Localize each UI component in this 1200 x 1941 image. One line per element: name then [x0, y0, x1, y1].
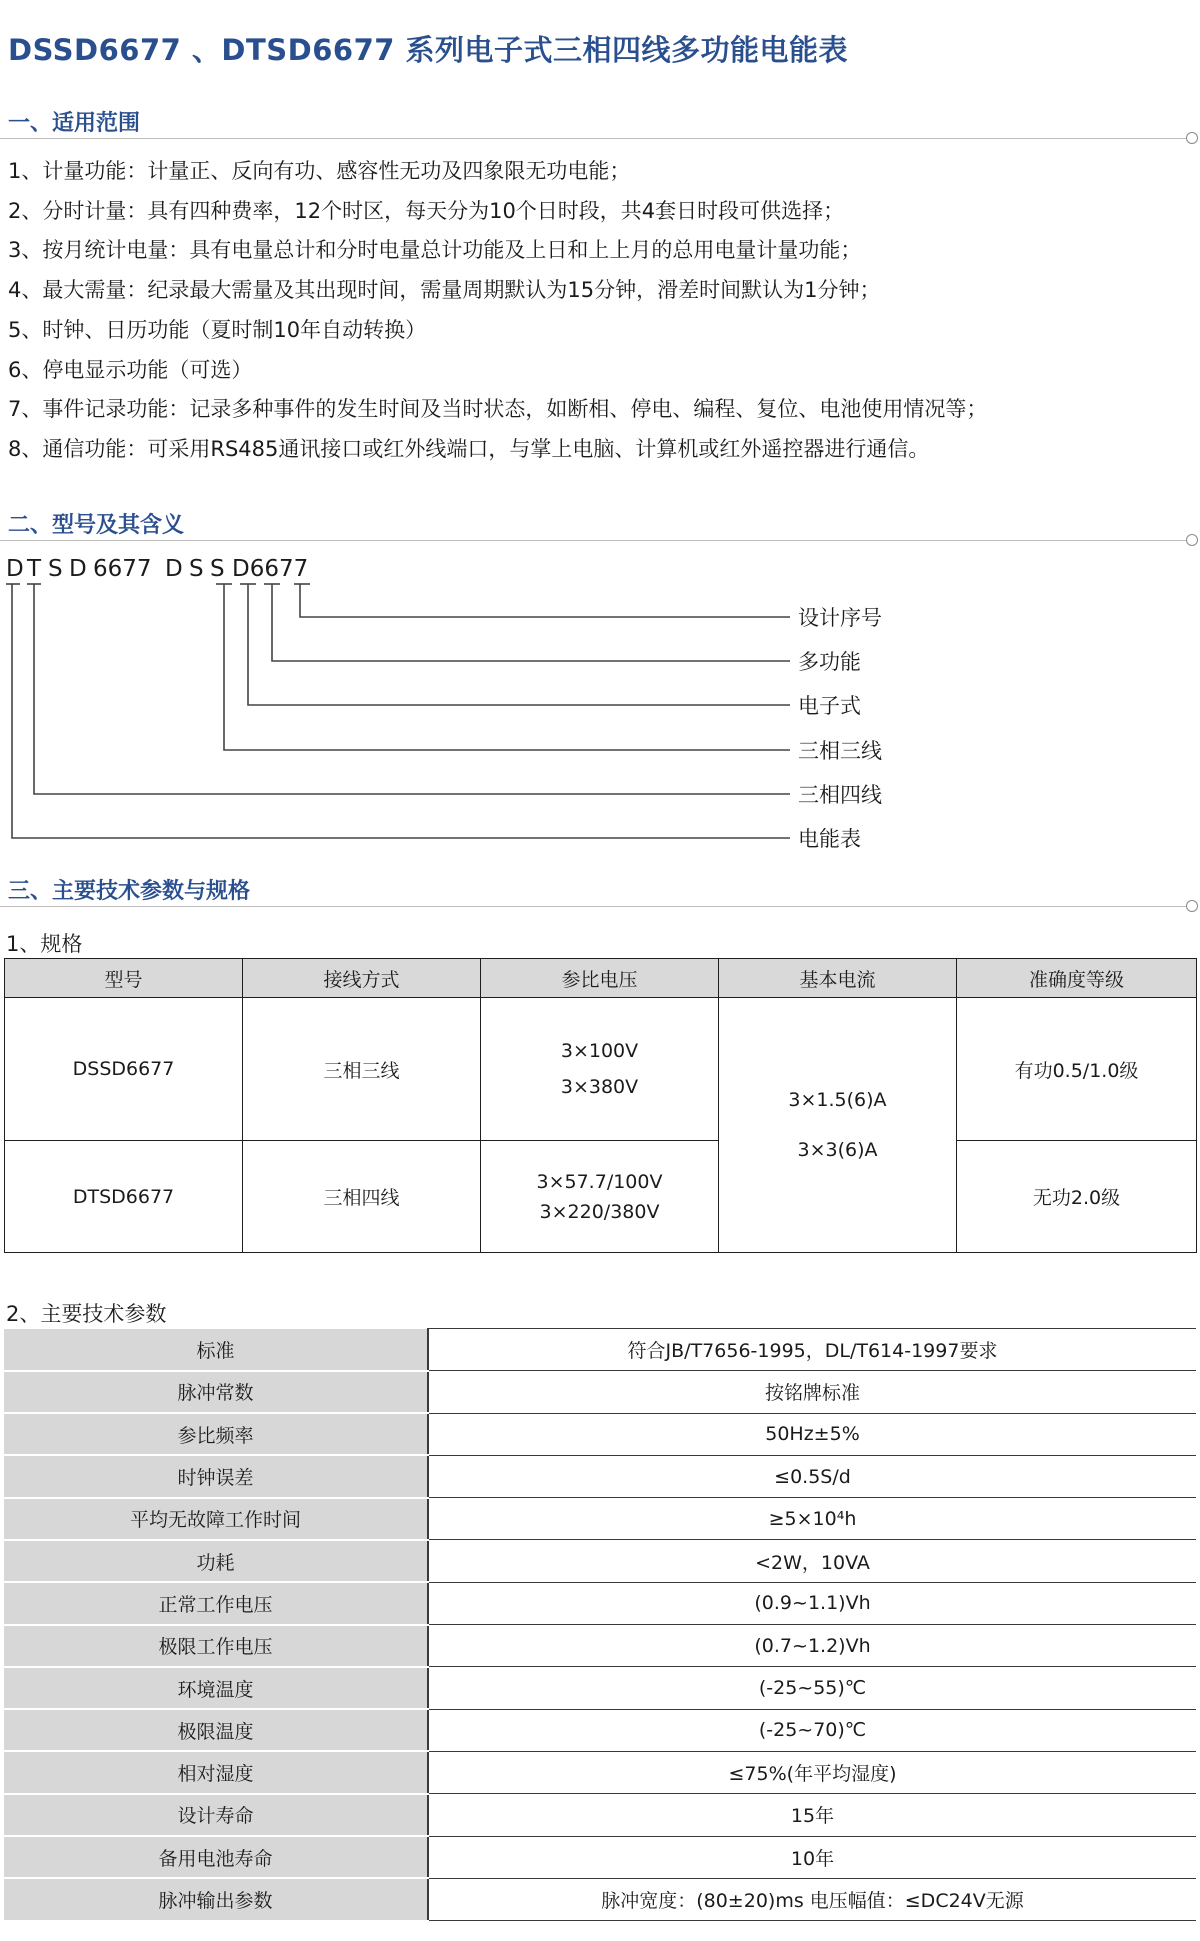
table-row [4, 1582, 1196, 1624]
params-table [4, 1328, 1196, 1922]
column-header: 准确度等级 [957, 959, 1197, 998]
table-row [4, 1413, 1196, 1455]
param-name: 备用电池寿命 [4, 1836, 428, 1878]
voltage-cell [481, 998, 719, 1141]
param-value: 按铭牌标准 [428, 1371, 1196, 1413]
list-item: 1、计量功能：计量正、反向有功、感容性无功及四象限无功电能； [8, 159, 631, 183]
param-name: 相对湿度 [4, 1751, 428, 1793]
model-char: S [48, 556, 63, 582]
scope-list [8, 152, 1188, 470]
section-divider [0, 540, 1186, 541]
params-heading: 2、主要技术参数 [6, 1302, 167, 1326]
model-cell: DSSD6677 [5, 998, 243, 1141]
list-item: 8、通信功能：可采用RS485通讯接口或红外线端口，与掌上电脑、计算机或红外遥控器进行通信。 [8, 436, 930, 461]
param-name: 标准 [4, 1329, 428, 1371]
param-name: 平均无故障工作时间 [4, 1498, 428, 1540]
meaning-label: 多功能 [798, 650, 861, 674]
param-value: ≥5×10⁴h [428, 1498, 1196, 1540]
param-value: 50Hz±5% [428, 1413, 1196, 1455]
model-char: D [6, 556, 24, 582]
list-item: 4、最大需量：纪录最大需量及其出现时间，需量周期默认为15分钟，滑差时间默认为1分钟； [8, 278, 881, 303]
param-value: (-25~70)℃ [428, 1709, 1196, 1751]
param-name: 时钟误差 [4, 1455, 428, 1497]
meaning-label: 三相三线 [798, 739, 882, 763]
param-value: (0.7~1.2)Vh [428, 1625, 1196, 1667]
param-value: 10年 [428, 1836, 1196, 1878]
section-header-model [0, 508, 1200, 542]
list-item: 7、事件记录功能：记录多种事件的发生时间及当时状态，如断相、停电、编程、复位、电池使用情况等； [8, 397, 988, 422]
param-name: 设计寿命 [4, 1794, 428, 1836]
spec-table [4, 958, 1197, 1253]
param-value: ≤0.5S/d [428, 1455, 1196, 1497]
table-row [4, 1878, 1196, 1920]
page-title: DSSD6677 、DTSD6677 系列电子式三相四线多功能电能表 [8, 33, 849, 67]
wiring-cell: 三相三线 [243, 998, 481, 1141]
model-char: D6677 [232, 556, 309, 582]
section-header-params [0, 874, 1200, 908]
table-row [4, 1498, 1196, 1540]
list-item: 3、按月统计电量：具有电量总计和分时电量总计功能及上日和上上月的总用电量计量功能； [8, 238, 862, 263]
param-name: 功耗 [4, 1540, 428, 1582]
section-title: 二、型号及其含义 [8, 513, 185, 538]
param-value: 15年 [428, 1794, 1196, 1836]
current-value: 3×1.5(6)A [788, 1089, 887, 1111]
voltage-value: 3×220/380V [539, 1200, 660, 1223]
table-header-row [5, 959, 1197, 998]
table-row [4, 1371, 1196, 1413]
meaning-label: 电能表 [798, 827, 861, 851]
column-header: 接线方式 [243, 959, 481, 998]
param-value: ≤75%(年平均湿度) [428, 1751, 1196, 1793]
list-item: 2、分时计量：具有四种费率，12个时区，每天分为10个日时段，共4套日时段可供选择； [8, 198, 845, 223]
param-value: 符合JB/T7656-1995，DL/T614-1997要求 [428, 1329, 1196, 1371]
spec-heading: 1、规格 [6, 932, 83, 956]
section-title: 三、主要技术参数与规格 [8, 879, 251, 904]
column-header: 基本电流 [719, 959, 957, 998]
wiring-cell: 三相四线 [243, 1141, 481, 1253]
list-item: 6、停电显示功能（可选） [8, 357, 253, 382]
param-name: 参比频率 [4, 1413, 428, 1455]
meaning-label: 三相四线 [798, 783, 882, 807]
model-char: D [165, 556, 183, 582]
table-row [4, 1455, 1196, 1497]
model-char: S [189, 556, 204, 582]
circle-end-icon [1186, 534, 1198, 546]
current-cell [719, 998, 957, 1253]
table-row [5, 1141, 1197, 1253]
param-name: 环境温度 [4, 1667, 428, 1709]
model-char: T [27, 556, 42, 582]
table-row [4, 1751, 1196, 1793]
table-row [5, 998, 1197, 1141]
param-name: 正常工作电压 [4, 1582, 428, 1624]
column-header: 参比电压 [481, 959, 719, 998]
table-row [4, 1625, 1196, 1667]
accuracy-cell: 无功2.0级 [957, 1141, 1197, 1253]
meaning-label: 设计序号 [798, 606, 882, 630]
list-item: 5、时钟、日历功能（夏时制10年自动转换） [8, 317, 427, 342]
model-meaning-diagram [0, 580, 940, 850]
param-value: <2W，10VA [428, 1540, 1196, 1582]
table-row [4, 1794, 1196, 1836]
voltage-value: 3×57.7/100V [536, 1170, 663, 1193]
param-value: (-25~55)℃ [428, 1667, 1196, 1709]
model-char: D [69, 556, 87, 582]
table-row [4, 1329, 1196, 1371]
table-row [4, 1667, 1196, 1709]
table-row [4, 1836, 1196, 1878]
voltage-cell [481, 1141, 719, 1253]
param-name: 极限温度 [4, 1709, 428, 1751]
model-cell: DTSD6677 [5, 1141, 243, 1253]
param-name: 脉冲常数 [4, 1371, 428, 1413]
accuracy-cell: 有功0.5/1.0级 [957, 998, 1197, 1141]
param-name: 脉冲输出参数 [4, 1878, 428, 1920]
model-code [6, 556, 308, 582]
current-value: 3×3(6)A [797, 1139, 878, 1161]
param-value: (0.9~1.1)Vh [428, 1582, 1196, 1624]
param-value: 脉冲宽度：(80±20)ms 电压幅值：≤DC24V无源 [428, 1878, 1196, 1920]
param-name: 极限工作电压 [4, 1625, 428, 1667]
circle-end-icon [1186, 132, 1198, 144]
model-char: S [210, 556, 225, 582]
table-row [4, 1540, 1196, 1582]
section-title: 一、适用范围 [8, 111, 141, 136]
section-header-scope [0, 106, 1200, 140]
model-char: 6677 [93, 556, 152, 582]
table-row [4, 1709, 1196, 1751]
circle-end-icon [1186, 900, 1198, 912]
section-divider [0, 138, 1186, 139]
meaning-label: 电子式 [798, 694, 861, 718]
voltage-value: 3×100V [560, 1040, 639, 1062]
section-divider [0, 906, 1186, 907]
voltage-value: 3×380V [560, 1076, 639, 1098]
column-header: 型号 [5, 959, 243, 998]
